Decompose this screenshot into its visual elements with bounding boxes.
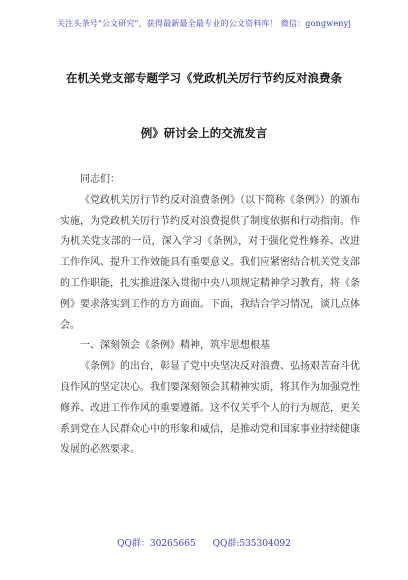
footer-qq-groups <box>0 536 408 549</box>
footer-qq-group-1: QQ群：30265665 <box>117 539 196 549</box>
paragraph-intro: 《党政机关厉行节约反对浪费条例》（以下简称《条例》）的颁布实施，为党政机关厉行节约反对浪费提供了制度依据和行动指南。作为机关党支部的一员，深入学习《条例》，对于强化党性修养、改进工作作风、提升工作效能具有重要意义。我们应紧密结合机关党支部的工作职能，扎实推进深入贯彻中央八项规定精神学习教育，将《条例》要求落实到工作的方方面面。下面，我结合学习情况，谈几点体会。 <box>60 194 360 331</box>
document-title-line-2: 例》研讨会上的交流发言 <box>140 126 268 140</box>
paragraph-section-1: 《条例》的出台，彰显了党中央坚决反对浪费、弘扬艰苦奋斗优良作风的坚定决心。我们要深刻领会其精神实质，将其作为加强党性修养、改进工作作风的重要遵循。这不仅关乎个人的行为规范，更关系到党在人民群众心中的形象和威信，是推动党和国家事业持续健康发展的必然要求。 <box>60 361 360 456</box>
footer-qq-group-2: QQ群:535304092 <box>212 539 291 549</box>
document-title-line-1: 在机关党支部专题学习《党政机关厉行节约反对浪费条 <box>66 71 342 85</box>
salutation: 同志们： <box>80 174 120 185</box>
header-promo-text: 关注头条号"公文研究"，获得最新最全最专业的公文资料库！ 微信：gongwenyj <box>56 19 352 28</box>
section-heading-1: 一、深刻领会《条例》精神，筑牢思想根基 <box>80 340 270 352</box>
document-body <box>60 170 360 461</box>
